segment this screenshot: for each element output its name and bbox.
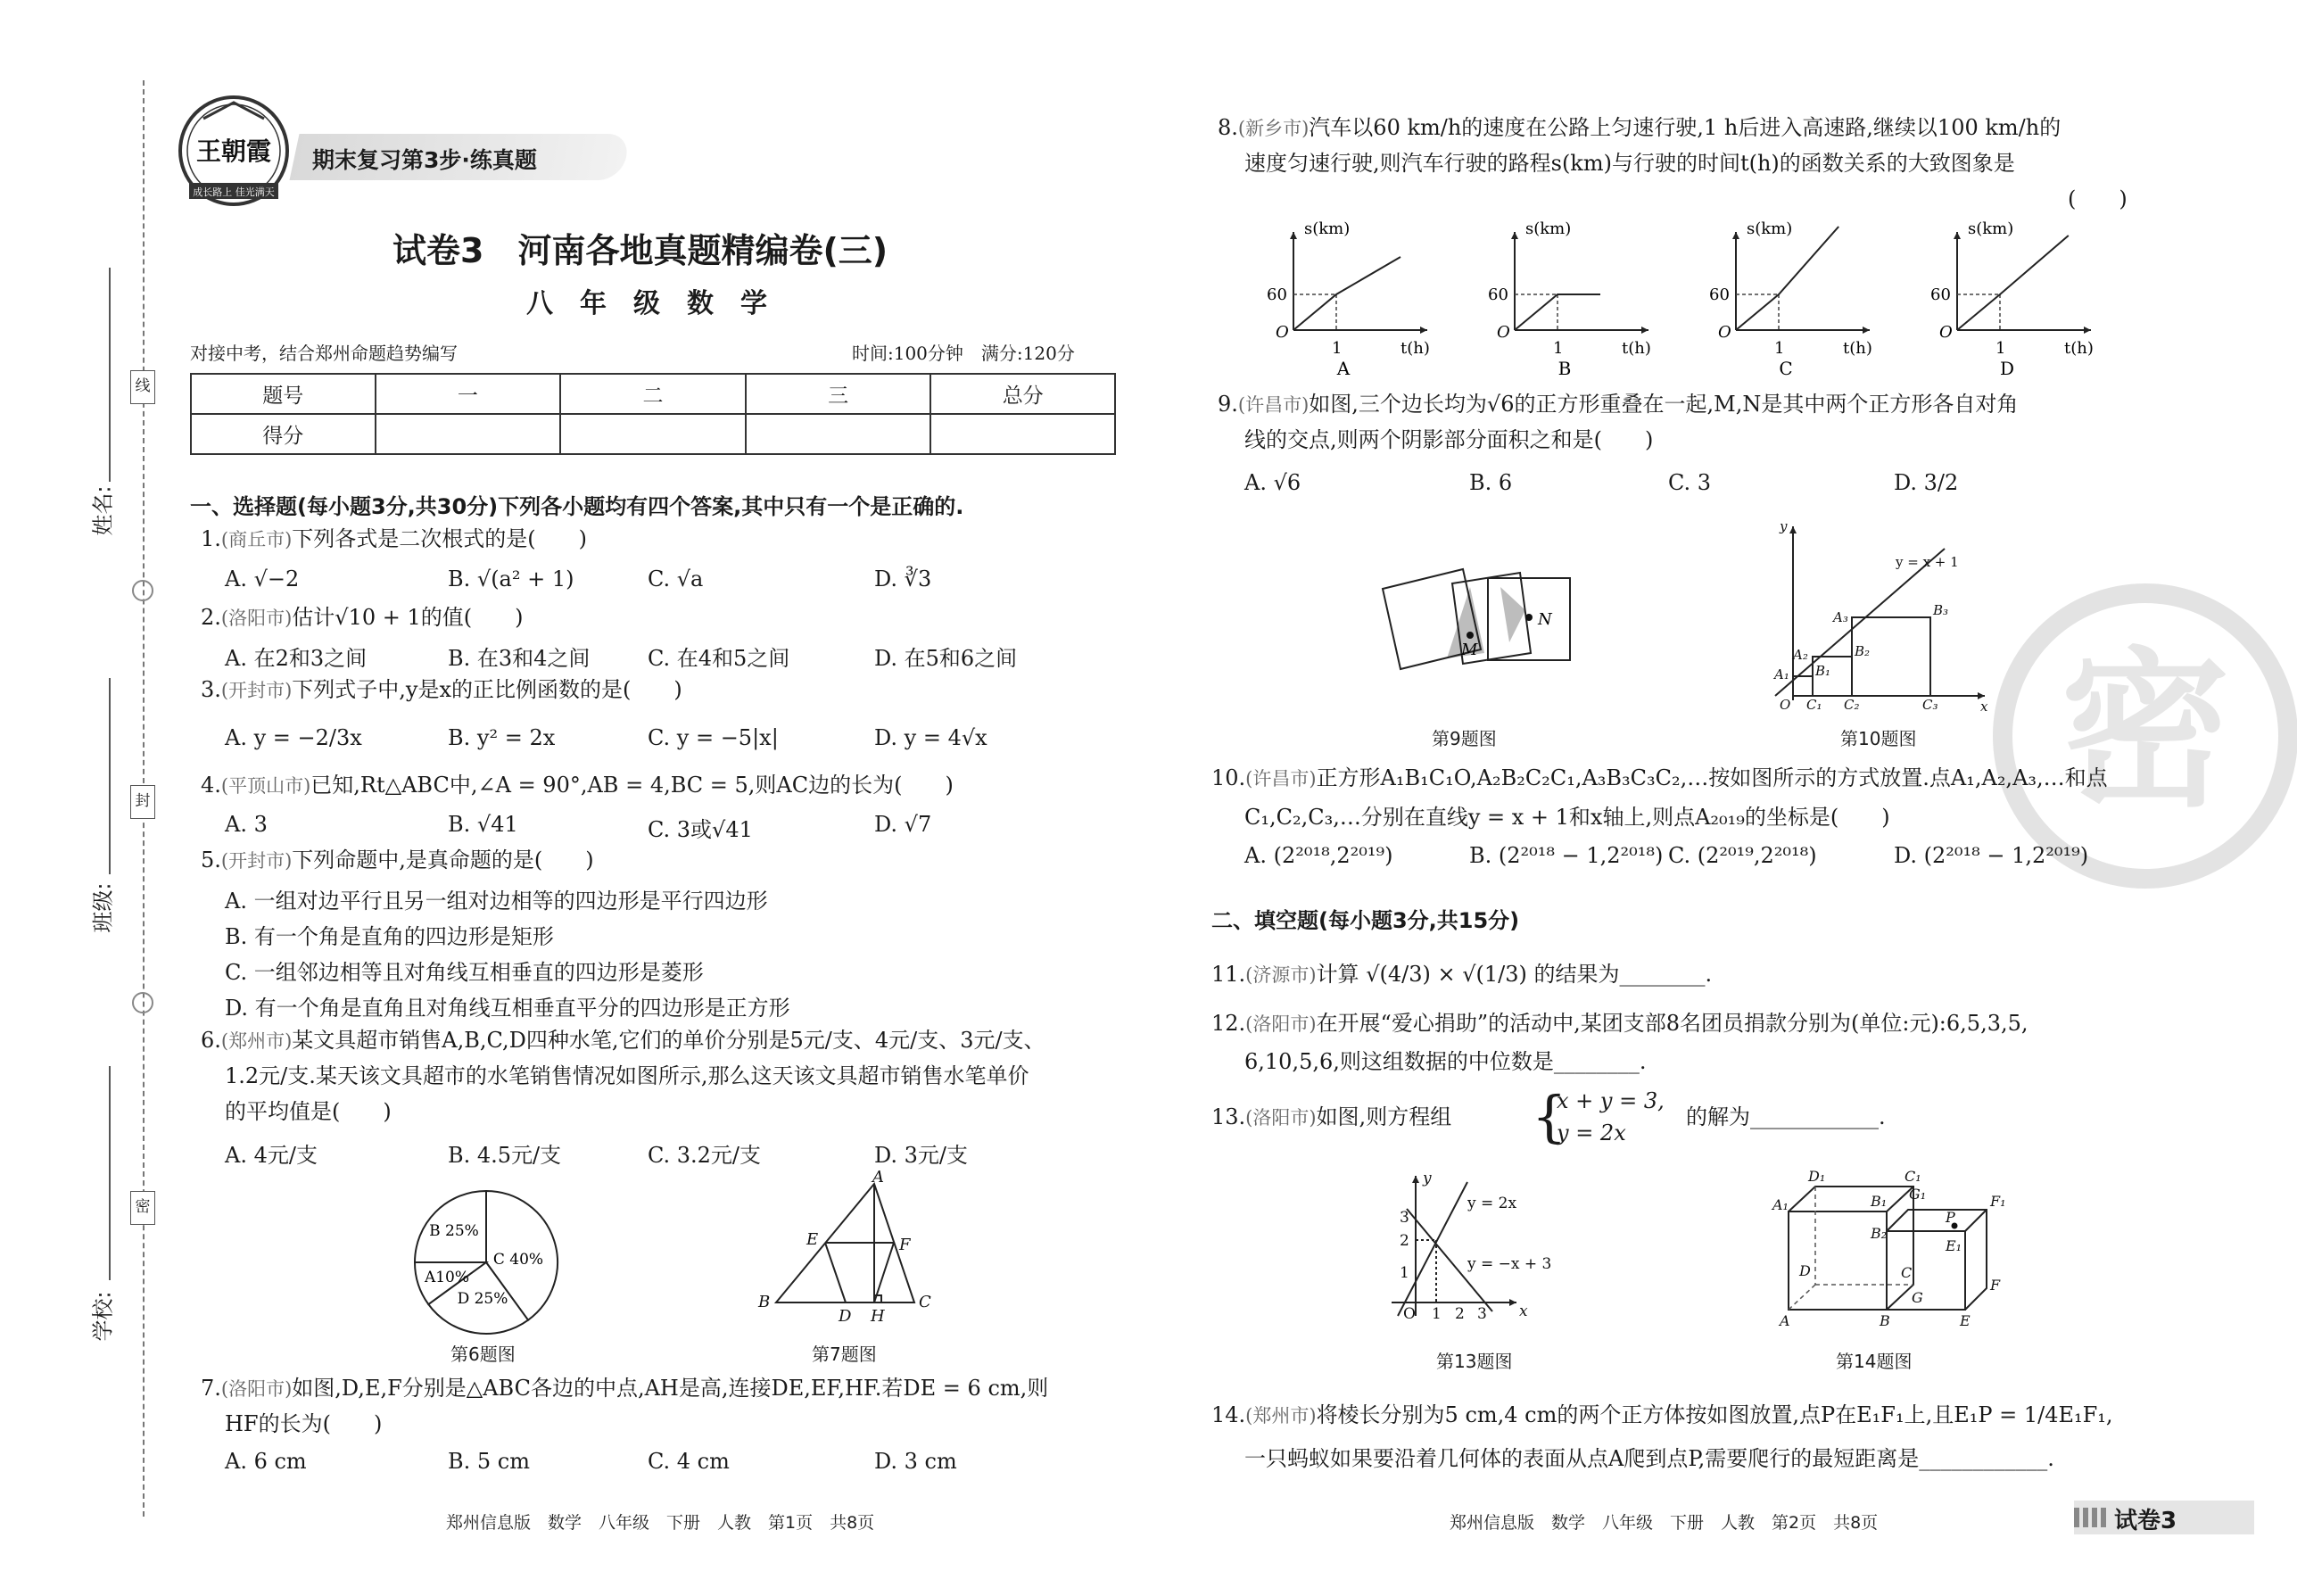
svg-text:C: C (919, 1293, 931, 1311)
question-number: 4. (201, 773, 221, 798)
svg-text:2: 2 (1400, 1232, 1409, 1250)
school-label: 学校: (90, 1291, 116, 1342)
line-label: y = 2x (1467, 1195, 1517, 1212)
equation-1: x + y = 3, (1557, 1088, 1665, 1113)
question-source: (郑州市) (220, 1030, 293, 1052)
option-d[interactable]: D. ∛3 (874, 566, 932, 591)
brand-logo (177, 94, 291, 208)
question-text: 1.2元/支.某天该文具超市的水笔销售情况如图所示,那么这天该文具超市销售水笔单价 (225, 1063, 1029, 1088)
line-y-x-1 (1775, 549, 1945, 696)
figure-7-caption: 第7题图 (812, 1344, 877, 1365)
question-4 (201, 767, 954, 804)
option-b[interactable]: B. 在3和4之间 (448, 646, 591, 671)
section-one-title: 一、选择题(每小题3分,共30分)下列各小题均有四个答案,其中只有一个是正确的. (190, 494, 964, 519)
question-source: (洛阳市) (1245, 1013, 1317, 1035)
option-a[interactable]: A. 一组对边平行且另一组对边相等的四边形是平行四边形 (225, 889, 768, 914)
question-text: 如图,则方程组 (1316, 1104, 1452, 1129)
axis-label: s(km) (1747, 219, 1793, 238)
origin-label: O (1939, 323, 1953, 342)
question-number: 7. (201, 1376, 221, 1401)
graph-label: A (1336, 358, 1351, 379)
question-text: 线的交点,则两个阴影部分面积之和是( ) (1244, 427, 1654, 452)
question-text: 6,10,5,6,则这组数据的中位数是________. (1244, 1049, 1647, 1074)
figure-7-triangle (749, 1168, 931, 1326)
svg-text:F: F (899, 1236, 911, 1254)
option-c[interactable]: C. √a (648, 566, 704, 591)
exam-subtitle: 八 年 级 数 学 (526, 288, 767, 319)
seal-word: 封 (130, 785, 155, 819)
option-b[interactable]: B. 5 cm (448, 1449, 530, 1474)
option-a[interactable]: A. (2²⁰¹⁸,2²⁰¹⁹) (1244, 843, 1393, 868)
question-text: 汽车以60 km/h的速度在公路上匀速行驶,1 h后进入高速路,继续以100 km/h的 (1309, 115, 2062, 140)
svg-text:C₁: C₁ (1806, 697, 1822, 713)
line-label: y = −x + 3 (1467, 1255, 1552, 1273)
axis-label: t(h) (1401, 339, 1430, 358)
question-number: 1. (201, 526, 221, 551)
score-table-header-row (191, 374, 1115, 414)
svg-text:C₃: C₃ (1922, 697, 1938, 713)
svg-text:3: 3 (1477, 1305, 1487, 1323)
question-text: 正方形A₁B₁C₁O,A₂B₂C₂C₁,A₃B₃C₃C₂,…按如图所示的方式放置.点A₁,A₂,A₃,…和点 (1316, 765, 2108, 790)
svg-text:x: x (1519, 1302, 1528, 1320)
svg-text:C₂: C₂ (1844, 697, 1860, 713)
question-source: (许昌市) (1237, 394, 1310, 416)
svg-text:E: E (806, 1230, 819, 1249)
option-c[interactable]: C. y = −5|x| (648, 725, 779, 750)
svg-text:O: O (1780, 697, 1791, 713)
question-14 (1211, 1397, 2113, 1434)
origin-label: O (1718, 323, 1731, 342)
question-text: 如图,D,E,F分别是△ABC各边的中点,AH是高,连接DE,EF,HF.若DE = 6 cm,则 (292, 1376, 1049, 1401)
class-label: 班级: (90, 882, 116, 933)
question-text: C₁,C₂,C₃,…分别在直线y = x + 1和x轴上,则点A₂₀₁₉的坐标是( ) (1244, 805, 1890, 830)
table-cell: 总分 (930, 374, 1115, 414)
svg-text:1: 1 (1432, 1305, 1442, 1323)
figure-14-caption: 第14题图 (1836, 1351, 1913, 1372)
svg-text:B: B (1880, 1312, 1890, 1329)
question-text: 下列式子中,y是x的正比例函数的是( ) (292, 677, 682, 702)
question-11 (1211, 956, 1712, 993)
arrow-icon (1511, 232, 1518, 239)
question-text: 某文具超市销售A,B,C,D四种水笔,它们的单价分别是5元/支、4元/支、3元/支、 (292, 1028, 1045, 1053)
exam-title: 试卷3 河南各地真题精编卷(三) (392, 231, 888, 270)
name-label: 姓名: (90, 485, 116, 536)
seal-word: 线 (130, 370, 155, 404)
question-7 (201, 1370, 1048, 1407)
question-source: (洛阳市) (220, 1378, 293, 1400)
question-source: (新乡市) (1237, 118, 1310, 139)
svg-text:A₁: A₁ (1774, 666, 1789, 682)
svg-text:1: 1 (1400, 1264, 1409, 1282)
pie-label: D 25% (457, 1290, 508, 1308)
score-input-cell[interactable] (376, 414, 561, 454)
svg-text:y: y (1780, 518, 1788, 534)
question-number: 14. (1211, 1402, 1246, 1427)
svg-text:y: y (1423, 1170, 1432, 1187)
figure-9-caption: 第9题图 (1432, 728, 1497, 749)
question-source: (许昌市) (1245, 768, 1317, 790)
svg-text:P: P (1946, 1209, 1955, 1226)
answer-bracket: ( ) (2068, 186, 2128, 211)
question-source: (洛阳市) (220, 608, 293, 629)
figure-10-caption: 第10题图 (1840, 728, 1917, 749)
graph-line (1515, 294, 1600, 330)
question-number: 2. (201, 605, 221, 630)
axis-label: s(km) (1968, 219, 2014, 238)
svg-text:x: x (1980, 699, 1988, 715)
equation-brace: { (1532, 1084, 1567, 1149)
question-2 (201, 600, 524, 636)
graph-line (1293, 257, 1401, 330)
option-d[interactable]: D. y = 4√x (874, 725, 987, 750)
score-table (190, 373, 1116, 455)
svg-text:王朝霞: 王朝霞 (195, 136, 272, 166)
question-5 (201, 842, 594, 879)
option-b[interactable]: B. √(a² + 1) (448, 566, 574, 591)
question-10 (1211, 760, 2108, 797)
option-b[interactable]: B. 6 (1469, 470, 1513, 495)
svg-text:2: 2 (1455, 1305, 1465, 1323)
option-a[interactable]: A. 3 (225, 812, 268, 837)
axis-label: s(km) (1304, 219, 1351, 238)
arrow-icon (1641, 327, 1648, 334)
seal-watermark (1994, 584, 2297, 888)
question-number: 13. (1211, 1104, 1246, 1129)
graph-line (1736, 227, 1838, 330)
question-text: 下列各式是二次根式的是( ) (292, 526, 588, 551)
question-text[interactable]: 一只蚂蚁如果要沿着几何体的表面从点A爬到点P,需要爬行的最短距离是____________. (1244, 1446, 2054, 1471)
option-a[interactable]: A. √6 (1244, 470, 1301, 495)
table-cell: 得分 (191, 414, 376, 454)
seal-word: 密 (130, 1191, 155, 1225)
option-d[interactable]: D. √7 (874, 812, 932, 837)
question-source: (济源市) (1245, 964, 1317, 986)
question-number: 12. (1211, 1011, 1246, 1036)
svg-text:E: E (1960, 1312, 1971, 1329)
question-number: 9. (1218, 392, 1238, 417)
arrow-icon (1863, 327, 1870, 334)
svg-text:F₁: F₁ (1990, 1193, 2006, 1210)
punch-hole (132, 580, 153, 601)
question-text: 已知,Rt△ABC中,∠A = 90°,AB = 4,BC = 5,则AC边的长为( ) (310, 773, 954, 798)
question-1 (201, 521, 587, 558)
question-text: 在开展“爱心捐助”的活动中,某团支部8名团员捐款分别为(单位:元):6,5,3,5, (1316, 1011, 2028, 1036)
question-source: (平顶山市) (220, 775, 311, 797)
option-b[interactable]: B. √41 (448, 812, 518, 837)
svg-text:A: A (1780, 1312, 1790, 1329)
option-a[interactable]: A. 6 cm (225, 1449, 307, 1474)
pie-label: C 40% (492, 1251, 544, 1269)
question-13 (1211, 1099, 1451, 1136)
paper-tag-dots (2074, 1508, 2110, 1527)
question-number: 5. (201, 848, 221, 872)
svg-text:B₂: B₂ (1871, 1225, 1888, 1242)
pie-chart-svg (406, 1182, 566, 1343)
question-text[interactable]: 的解为____________. (1686, 1104, 1886, 1129)
option-d[interactable]: D. 有一个角是直角且对角线互相垂直平分的四边形是正方形 (225, 996, 790, 1021)
footer-left: 郑州信息版 数学 八年级 下册 人教 第1页 共8页 (446, 1513, 875, 1533)
question-8 (1218, 110, 2061, 146)
svg-text:D₁: D₁ (1808, 1168, 1826, 1185)
option-c[interactable]: C. 在4和5之间 (648, 646, 790, 671)
axis-label: t(h) (1622, 339, 1651, 358)
question-source: (郑州市) (1245, 1405, 1317, 1426)
question-source: (洛阳市) (1245, 1107, 1317, 1129)
score-input-cell[interactable] (746, 414, 931, 454)
question-12 (1211, 1005, 2028, 1042)
svg-text:B₂: B₂ (1855, 643, 1871, 659)
figure-13-caption: 第13题图 (1436, 1351, 1513, 1372)
option-c[interactable]: C. 3.2元/支 (648, 1143, 762, 1168)
tick-label: 60 (1488, 285, 1508, 304)
school-field[interactable] (109, 1066, 111, 1280)
origin-label: O (1276, 323, 1289, 342)
paper-tag-text: 试卷3 (2114, 1508, 2177, 1534)
question-text: 速度匀速行驶,则汽车行驶的路程s(km)与行驶的时间t(h)的函数关系的大致图象是 (1244, 151, 2015, 176)
svg-text:M: M (1461, 641, 1478, 659)
option-b[interactable]: B. 有一个角是直角的四边形是矩形 (225, 924, 554, 949)
segment-hf (874, 1243, 894, 1302)
option-d[interactable]: D. 3元/支 (874, 1143, 968, 1168)
svg-text:E₁: E₁ (1946, 1237, 1962, 1254)
tick-label: 60 (1267, 285, 1287, 304)
question-text: 计算 √(4/3) × √(1/3) 的结果为________. (1316, 962, 1713, 987)
question-6 (201, 1022, 1045, 1059)
segment-de (825, 1243, 846, 1302)
option-a[interactable]: A. y = −2/3x (225, 725, 362, 750)
option-b[interactable]: B. 4.5元/支 (448, 1143, 562, 1168)
figure-9-squares (1374, 553, 1579, 687)
svg-text:H: H (871, 1307, 885, 1326)
figure-10-staircase (1762, 518, 1994, 715)
question-text: 的平均值是( ) (225, 1099, 392, 1124)
pie-label: A10% (424, 1269, 470, 1286)
svg-text:D: D (839, 1307, 852, 1326)
arrow-icon (1954, 232, 1961, 239)
graph-line (1957, 236, 2069, 330)
option-d[interactable]: D. 3 cm (874, 1449, 957, 1474)
option-c[interactable]: C. 4 cm (648, 1449, 730, 1474)
question-text: 如图,三个边长均为√6的正方形重叠在一起,M,N是其中两个正方形各自对角 (1309, 392, 2019, 417)
svg-text:B₁: B₁ (1871, 1193, 1888, 1210)
score-input-cell[interactable] (930, 414, 1115, 454)
option-b[interactable]: B. (2²⁰¹⁸ − 1,2²⁰¹⁸) (1469, 843, 1664, 868)
score-table-score-row (191, 414, 1115, 454)
option-a[interactable]: A. 在2和3之间 (225, 646, 368, 671)
footer-right: 郑州信息版 数学 八年级 下册 人教 第2页 共8页 (1450, 1513, 1879, 1533)
svg-text:N: N (1538, 610, 1552, 629)
svg-text:B₁: B₁ (1815, 663, 1831, 679)
pie-label: B 25% (429, 1222, 479, 1240)
svg-text:G₁: G₁ (1909, 1186, 1927, 1203)
svg-text:D: D (1799, 1262, 1811, 1279)
option-c[interactable]: C. 一组邻边相等且对角线互相垂直的四边形是菱形 (225, 960, 704, 985)
option-a[interactable]: A. √−2 (225, 566, 300, 591)
figure-13-graph (1387, 1169, 1566, 1323)
axis-label: s(km) (1525, 219, 1572, 238)
svg-text:C: C (1901, 1264, 1913, 1281)
question-text: 下列命题中,是真命题的是( ) (292, 848, 594, 872)
section-two-title: 二、填空题(每小题3分,共15分) (1211, 908, 1520, 933)
tick-label: 1 (1774, 339, 1785, 358)
svg-text:3: 3 (1400, 1209, 1409, 1227)
graph-label: D (1999, 358, 2015, 379)
score-input-cell[interactable] (560, 414, 746, 454)
question-number: 10. (1211, 765, 1246, 790)
option-c[interactable]: C. 3 (1668, 470, 1712, 495)
table-cell: 二 (560, 374, 746, 414)
option-c[interactable]: C. (2²⁰¹⁹,2²⁰¹⁸) (1668, 843, 1817, 868)
question-source: (开封市) (220, 850, 293, 872)
exam-time: 时间:100分钟 满分:120分 (852, 343, 1075, 364)
equation-2: y = 2x (1557, 1121, 1626, 1145)
question-9 (1218, 386, 2018, 423)
line-label: y = x + 1 (1896, 554, 1959, 570)
axis-label: t(h) (1843, 339, 1872, 358)
tick-label: 60 (1930, 285, 1951, 304)
arrow-icon (2084, 327, 2091, 334)
question-number: 6. (201, 1028, 221, 1053)
question-number: 11. (1211, 962, 1246, 987)
svg-text:C₁: C₁ (1905, 1168, 1921, 1185)
arrow-icon (1420, 327, 1427, 334)
svg-text:G: G (1912, 1289, 1923, 1306)
name-field[interactable] (109, 268, 111, 482)
option-a[interactable]: A. 4元/支 (225, 1143, 318, 1168)
option-d[interactable]: D. (2²⁰¹⁸ − 1,2²⁰¹⁹) (1894, 843, 2089, 868)
graph-label: B (1557, 358, 1572, 379)
table-cell: 一 (376, 374, 561, 414)
arrow-icon (1290, 232, 1297, 239)
svg-text:F: F (1990, 1277, 2001, 1294)
svg-text:B: B (758, 1293, 771, 1311)
axis-label: t(h) (2064, 339, 2094, 358)
class-field[interactable] (109, 678, 111, 874)
question-text: 估计√10 + 1的值( ) (292, 605, 524, 630)
svg-text:A₂: A₂ (1793, 647, 1808, 663)
svg-text:A₃: A₃ (1833, 609, 1848, 625)
option-c[interactable]: C. 3或√41 (648, 817, 753, 842)
punch-hole (132, 992, 153, 1013)
q8-graphs (1267, 214, 2159, 379)
svg-text:O: O (1403, 1305, 1416, 1323)
question-source: (开封市) (220, 680, 293, 701)
question-text: 将棱长分别为5 cm,4 cm的两个正方体按如图放置,点P在E₁F₁上,且E₁P = 1/4E₁F₁, (1316, 1402, 2113, 1427)
figure-6-pie-chart (406, 1182, 566, 1343)
tick-label: 1 (1553, 339, 1564, 358)
table-cell: 题号 (191, 374, 376, 414)
question-number: 3. (201, 677, 221, 702)
option-d[interactable]: D. 在5和6之间 (874, 646, 1018, 671)
square-a1b1c1o (1793, 676, 1813, 696)
figure-14-cubes (1771, 1160, 2006, 1329)
step-tag-text: 期末复习第3步·练真题 (312, 147, 537, 173)
tick-label: 1 (1995, 339, 2006, 358)
tick-label: 1 (1332, 339, 1343, 358)
exam-note: 对接中考，结合郑州命题趋势编写 (190, 343, 458, 364)
origin-label: O (1497, 323, 1510, 342)
svg-text:成长路上 佳光满天: 成长路上 佳光满天 (193, 186, 275, 198)
option-d[interactable]: D. 3/2 (1894, 470, 1959, 495)
svg-text:B₃: B₃ (1933, 602, 1949, 618)
graph-label: C (1779, 358, 1793, 379)
question-source: (商丘市) (220, 529, 293, 550)
table-cell: 三 (746, 374, 931, 414)
arrow-icon (1732, 232, 1739, 239)
question-text: HF的长为( ) (225, 1411, 383, 1436)
svg-text:密: 密 (2060, 631, 2231, 830)
question-number: 8. (1218, 115, 1238, 140)
svg-text:A: A (872, 1168, 884, 1187)
svg-text:A₁: A₁ (1772, 1196, 1789, 1213)
question-3 (201, 672, 682, 708)
tick-label: 60 (1709, 285, 1730, 304)
figure-6-caption: 第6题图 (450, 1344, 516, 1365)
option-b[interactable]: B. y² = 2x (448, 725, 556, 750)
